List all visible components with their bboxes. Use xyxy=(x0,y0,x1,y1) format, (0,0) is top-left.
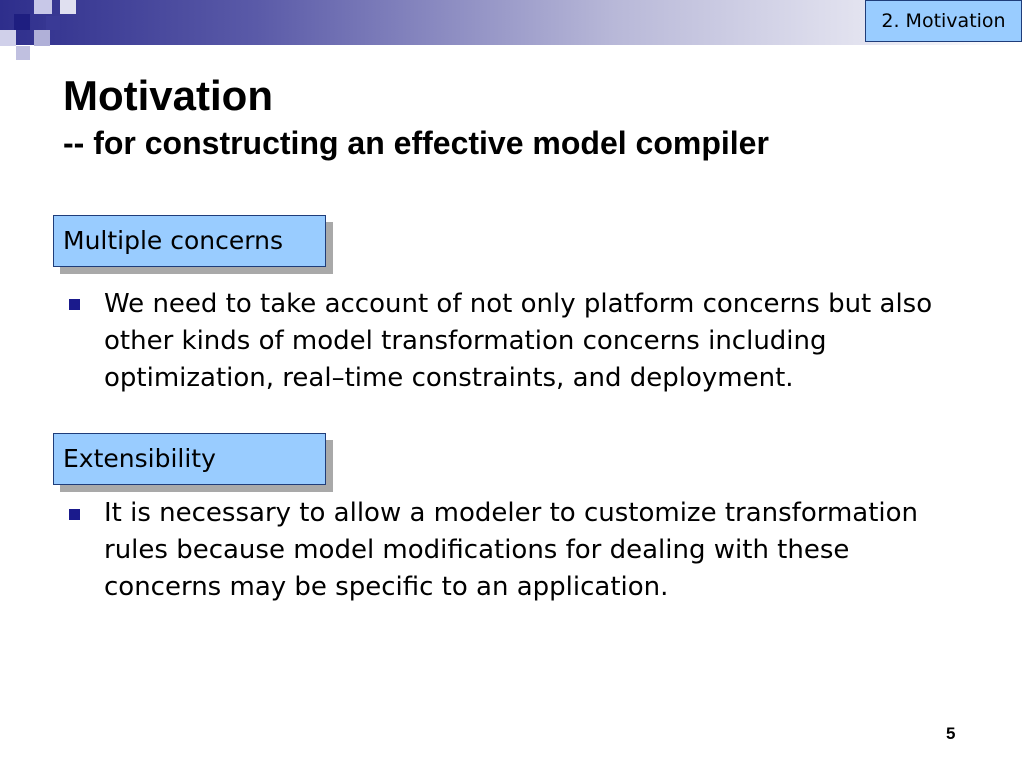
page-subtitle: -- for constructing an effective model compiler xyxy=(63,125,769,161)
decorative-square xyxy=(60,0,76,14)
page-number: 5 xyxy=(946,724,956,743)
bullet-text: We need to take account of not only platform concerns but also other kinds of model transformation concerns including optimization, real–time constraints, and deployment. xyxy=(104,289,933,393)
bullet-square-icon xyxy=(69,299,80,310)
bullet-square-icon xyxy=(69,509,80,520)
decorative-square xyxy=(0,30,16,46)
decorative-square xyxy=(14,14,30,30)
section-label-multiple-concerns: Multiple concerns xyxy=(53,215,326,267)
decorative-square xyxy=(34,0,52,14)
bullet-text: It is necessary to allow a modeler to customize transformation rules because model modifications for dealing with these concerns may be specific to an application. xyxy=(104,498,919,602)
decorative-square xyxy=(34,30,50,46)
decorative-square xyxy=(16,46,30,60)
decorative-square xyxy=(46,16,60,30)
page-title: Motivation xyxy=(63,72,273,119)
section-label-extensibility: Extensibility xyxy=(53,433,326,485)
section-tag: 2. Motivation xyxy=(865,0,1022,42)
